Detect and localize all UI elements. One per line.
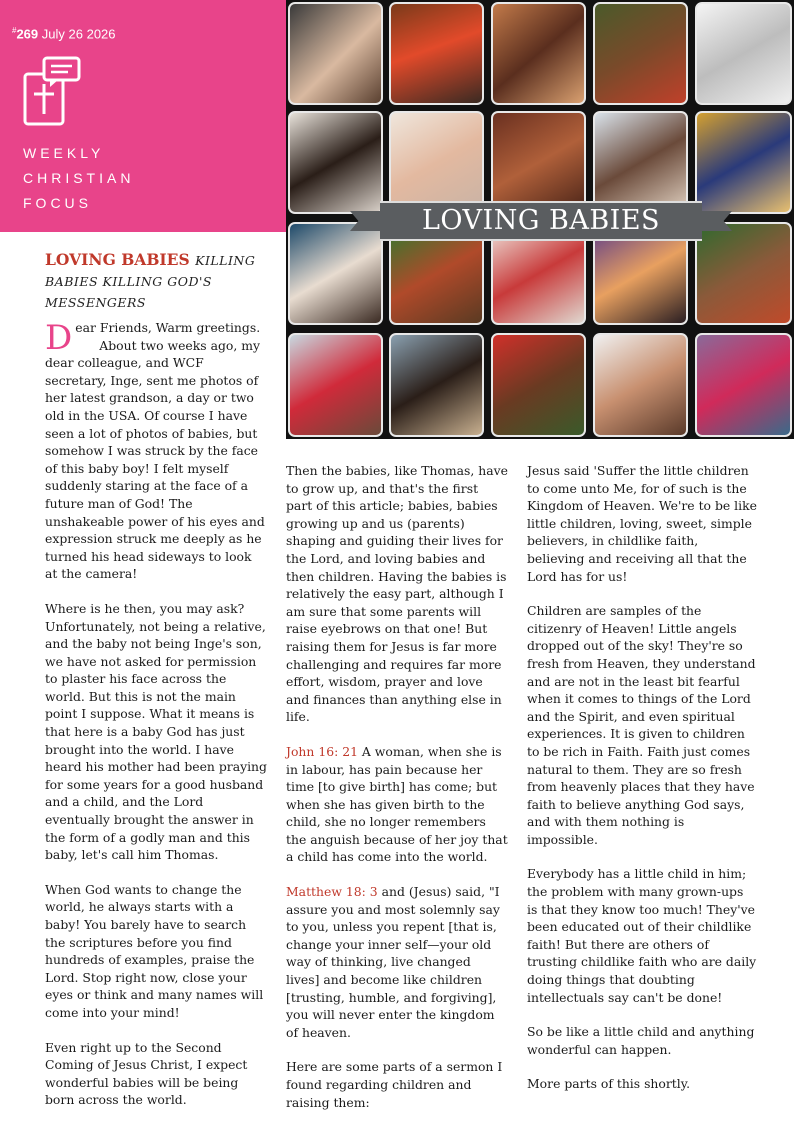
paragraph: Here are some parts of a sermon I found regarding children and raising them:	[286, 1059, 503, 1110]
cross-chat-logo-icon	[22, 56, 82, 128]
paragraph: More parts of this shortly.	[527, 1076, 691, 1092]
brand-line-christian: CHRISTIAN	[23, 170, 135, 186]
paragraph: Where is he then, you may ask? Unfortunately, not being a relative, and the baby not being Inge's son, we have not asked for permission to plaster his face across the world. But this is not the main point I suppose. What it means is that here is a baby God has just brought into the world. I have heard his mother had been praying for some years for a good husband and a child, and the Lord eventually brought the answer in the form of a godly man and this baby, let's call him Thomas.	[45, 600, 267, 863]
paragraph: Jesus said 'Suffer the little children to come unto Me, for of such is the Kingdom of Heaven. We're to be like little children, loving, sweet, simple believers, in childlike faith, believing and receiving all that the Lord has for us!	[527, 463, 757, 584]
paragraph: Then the babies, like Thomas, have to grow up, and that's the first part of this article; babies, babies growing up and us (parents) shaping and guiding their lives for the Lord, and loving babies and then children. Having the babies is relatively the easy part, although I am sure that some parents will raise eyebrows on that one! But raising them for Jesus is far more challenging and requires far more effort, wisdom, prayer and love and finances than anything else in life.	[286, 463, 508, 725]
brand-name	[23, 141, 134, 216]
scripture-paragraph	[286, 743, 508, 866]
masthead	[0, 0, 286, 232]
photo-tile	[389, 2, 484, 105]
scripture-reference: Matthew 18: 3	[286, 884, 378, 900]
scripture-reference: John 16: 21	[286, 743, 358, 759]
article-column-3	[527, 462, 757, 1110]
photo-tile	[695, 222, 792, 325]
photo-tile	[288, 111, 383, 214]
headline-main: LOVING BABIES	[45, 250, 190, 269]
paragraph: Everybody has a little child in him; the problem with many grown-ups is that they know too much! They've been educated out of their childlike faith! But there are others of trusting childlike faith who are daily doing things that doubting intellectuals say can't be done!	[527, 866, 757, 1005]
photo-tile	[389, 333, 484, 437]
photo-tile	[491, 111, 586, 214]
photo-tile	[695, 2, 792, 105]
paragraph: About two weeks ago, my dear colleague, and WCF secretary, Inge, sent me photos of her latest grandson, a day or two old in the USA. Of course I have seen a lot of photos of babies, but somehow I was struck by the face of this baby boy! I felt myself suddenly staring at the face of a future man of God! The unshakeable power of his eyes and expression struck me deeply as he turned his head sideways to look at the camera!	[45, 337, 265, 582]
drop-cap: D	[45, 318, 73, 358]
photo-tile	[288, 2, 383, 105]
brand-line-focus: FOCUS	[23, 195, 92, 211]
headline-subtitle: KILLING BABIES KILLING GOD'S MESSENGERS	[45, 253, 256, 310]
paragraph: Even right up to the Second Coming of Jesus Christ, I expect wonderful babies will be being born across the world.	[45, 1039, 248, 1108]
article-column-2	[286, 462, 508, 1128]
photo-mosaic	[286, 0, 794, 439]
scripture-paragraph	[286, 883, 508, 1041]
greeting-paragraph	[45, 318, 267, 358]
photo-tile	[593, 333, 688, 437]
photo-tile	[491, 2, 586, 105]
issue-date: July 26 2026	[41, 26, 116, 42]
photo-tile	[491, 333, 586, 437]
photo-tile	[389, 111, 484, 214]
scripture-text: and (Jesus) said, "I assure you and most solemnly say to you, unless you repent [that is, change your inner self—your old way of thinking, live changed lives] and become like children [trusting, humble, and forgiving], you will never enter the kingdom of heaven.	[286, 884, 500, 1040]
photo-tile	[695, 111, 792, 214]
photo-tile	[288, 333, 383, 437]
paragraph: So be like a little child and anything wonderful can happen.	[527, 1024, 755, 1057]
photo-tile	[695, 333, 792, 437]
brand-line-weekly: WEEKLY	[23, 145, 105, 161]
article-column-1	[45, 250, 267, 1126]
issue-number: 269	[16, 26, 39, 42]
greeting-text: ear Friends, Warm greetings.	[75, 320, 261, 335]
article-headline	[45, 250, 267, 313]
photo-tile	[288, 222, 383, 325]
scripture-text: A woman, when she is in labour, has pain because her time [to give birth] has come; but when she has given birth to the child, she no longer remembers the anguish because of her joy that a child has come into the world.	[286, 743, 508, 865]
issue-line: #269 July 26 2026	[12, 26, 116, 42]
banner-title: LOVING BABIES	[380, 201, 702, 241]
photo-tile	[593, 111, 688, 214]
paragraph: When God wants to change the world, he always starts with a baby! You barely have to search the scriptures before you find hundreds of examples, praise the Lord. Stop right now, close your eyes or think and many names will come into your mind!	[45, 881, 264, 1020]
paragraph: Children are samples of the citizenry of Heaven! Little angels dropped out of the sky! They're so fresh from Heaven, they understand and are not in the least bit fearful when it comes to things of the Lord and the Spirit, and even spiritual experiences. It is given to children to be rich in Faith. Faith just comes natural to them. They are so fresh from heavenly places that they have faith to believe anything God says, and with them nothing is impossible.	[527, 603, 756, 847]
photo-tile	[593, 2, 688, 105]
